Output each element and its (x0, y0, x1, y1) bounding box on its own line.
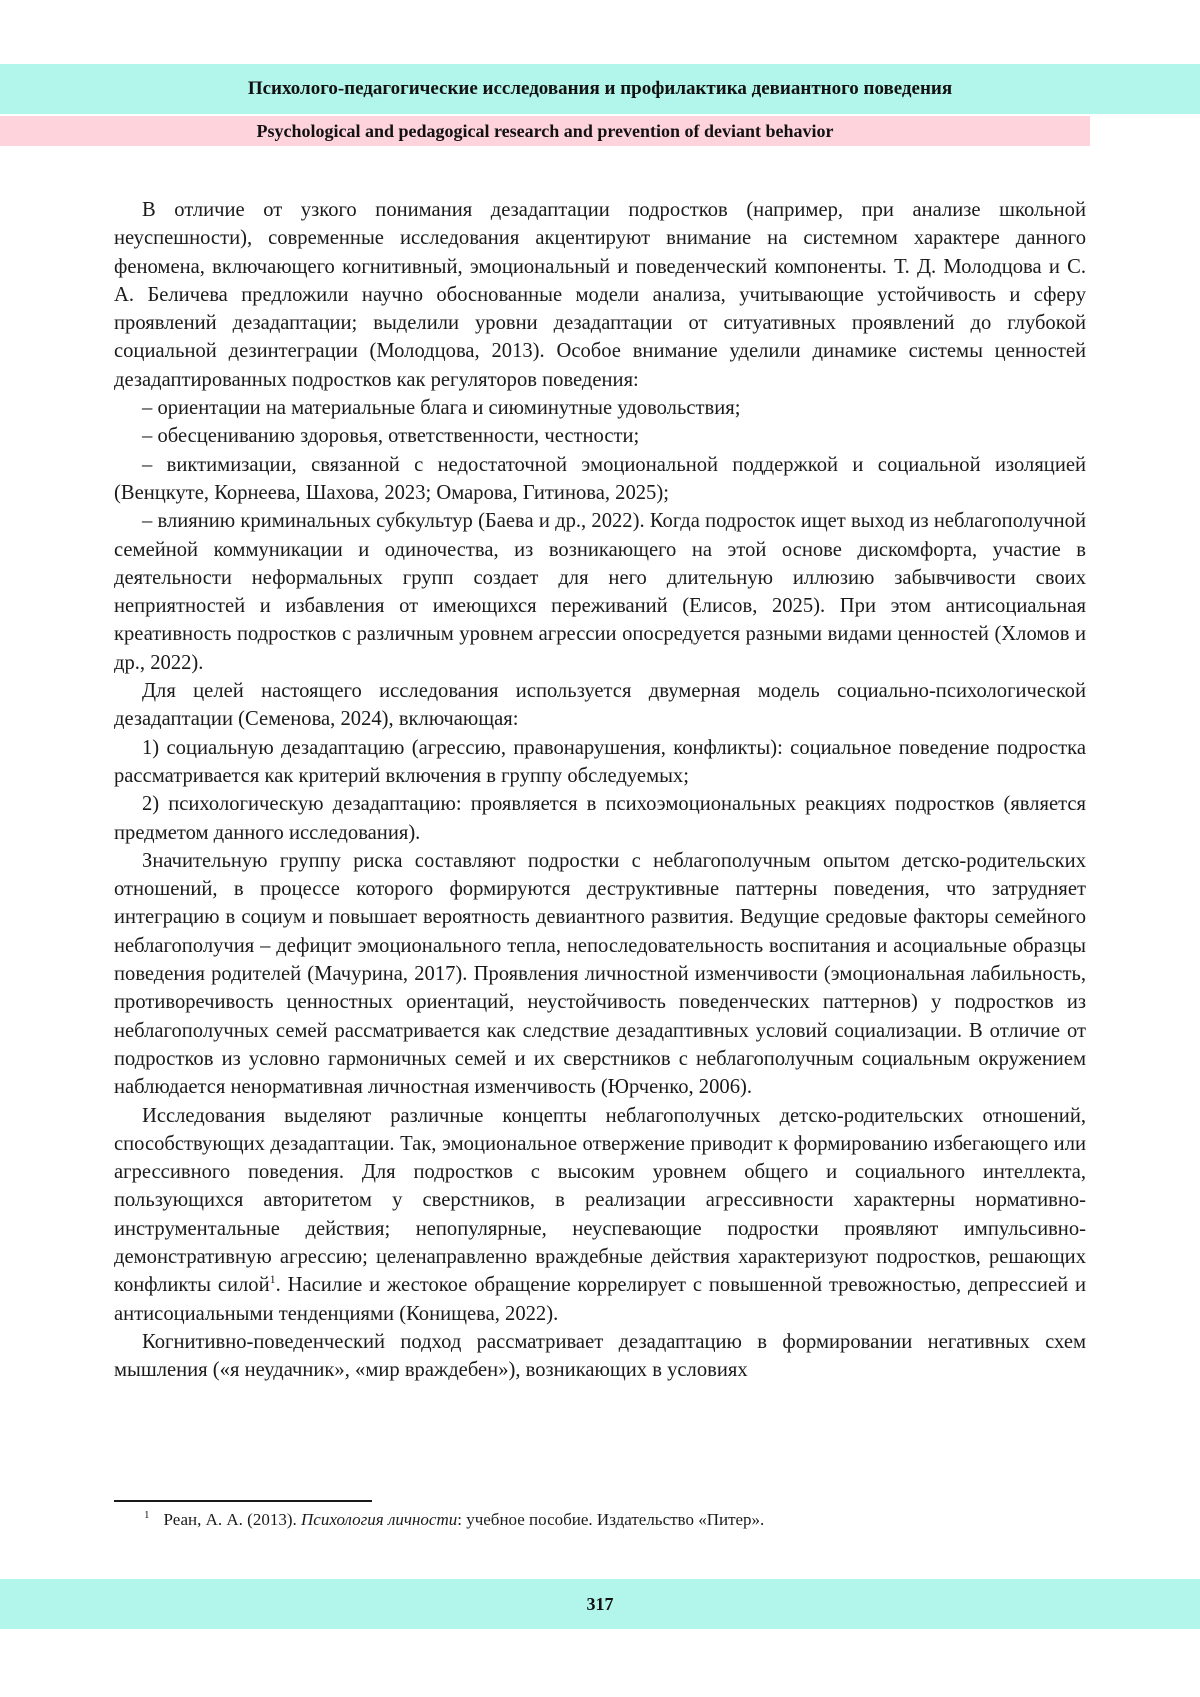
footnote-mark: 1 (144, 1509, 150, 1522)
list-item: – обесцениванию здоровья, ответственности, честности; (142, 425, 640, 448)
paragraph-text: Исследования выделяют различные концепты неблагополучных детско-родительских отношений, способствующих дезадаптации. Так, эмоциональное отвержение приводит к формированию избегающего или агрессивного поведения. Для подростков с высоким уровнем общего и социального интеллекта, пользующихся авторитетом у сверстников, в реализации агрессивности характерны нормативно-инструментальные действия; непопулярные, неуспевающие подростки проявляют импульсивно-демонстративную агрессию; целенаправленно враждебные действия характеризуют подростков, решающих конфликты силой (114, 1104, 1086, 1297)
footnote-divider (114, 1500, 372, 1502)
article-body (114, 196, 1086, 1384)
footnote-publisher: : учебное пособие. Издательство «Питер». (457, 1510, 765, 1529)
footnote-author: Реан, А. А. (2013). (163, 1510, 302, 1529)
footnote (144, 1508, 1084, 1532)
journal-title-ru: Психолого-педагогические исследования и профилактика девиантного поведения (247, 78, 953, 99)
page-number: 317 (586, 1593, 614, 1614)
paragraph: Для целей настоящего исследования используется двумерная модель социально-психологической дезадаптации (Семенова, 2024), включающая: (114, 680, 1086, 731)
footnote-reference[interactable]: 1 (269, 1272, 276, 1287)
journal-header-ru (0, 64, 1200, 114)
list-item: – виктимизации, связанной с недостаточной эмоциональной поддержкой и социальной изоляцией (Венцкуте, Корнеева, Шахова, 2023; Омарова, Гитинова, 2025); (114, 453, 1086, 504)
paragraph-text: . Насилие и жестокое обращение коррелирует с повышенной тревожностью, депрессией и антисоциальными тенденциями (Конищева, 2022). (114, 1274, 1086, 1325)
journal-title-en: Psychological and pedagogical research and prevention of deviant behavior (256, 120, 834, 141)
paragraph: Значительную группу риска составляют подростки с неблагополучным опытом детско-родительских отношений, в процессе которого формируются деструктивные паттерны поведения, что затрудняет интеграцию в социум и повышает вероятность девиантного развития. Ведущие средовые факторы семейного неблагополучия – дефицит эмоционального тепла, непоследовательность воспитания и асоциальные образцы поведения родителей (Мачурина, 2017). Проявления личностной изменчивости (эмоциональная лабильность, противоречивость ценностных ориентаций, неустойчивость поведенческих паттернов) у подростков из неблагополучных семей рассматривается как следствие дезадаптивных условий социализации. В отличие от подростков из условно гармоничных семей и их сверстников с неблагополучным социальным окружением наблюдается ненормативная личностная изменчивость (Юрченко, 2006). (114, 849, 1086, 1099)
page-footer (0, 1579, 1200, 1629)
journal-header-en (0, 116, 1090, 146)
paragraph: Когнитивно-поведенческий подход рассматривает дезадаптацию в формировании негативных схем мышления («я неудачник», «мир враждебен»), возникающих в условиях (114, 1330, 1086, 1382)
footnote-book-title: Психология личности (301, 1510, 458, 1529)
list-item: – влиянию криминальных субкультур (Баева и др., 2022). Когда подросток ищет выход из неблагополучной семейной коммуникации и одиночества, из возникающего на этой основе дискомфорта, участие в деятельности неформальных групп создает для него длительную иллюзию забывчивости своих неприятностей и избавления от имеющихся переживаний (Елисов, 2025). При этом антисоциальная креативность подростков с различным уровнем агрессии опосредуется разными видами ценностей (Хломов и др., 2022). (114, 510, 1086, 674)
list-item: – ориентации на материальные блага и сиюминутные удовольствия; (142, 397, 741, 420)
paragraph-with-footnote (114, 1102, 1086, 1328)
numbered-item: 2) психологическую дезадаптацию: проявляется в психоэмоциональных реакциях подростков (является предметом данного исследования). (114, 793, 1086, 844)
paragraph: В отличие от узкого понимания дезадаптации подростков (например, при анализе школьной неуспешности), современные исследования акцентируют внимание на системном характере данного феномена, включающего когнитивный, эмоциональный и поведенческий компоненты. Т. Д. Молодцова и С. А. Беличева предложили научно обоснованные модели анализа, учитывающие устойчивость и сферу проявлений дезадаптации; выделили уровни дезадаптации от ситуативных проявлений до глубокой социальной дезинтеграции (Молодцова, 2013). Особое внимание уделили динамике системы ценностей дезадаптированных подростков как регуляторов поведения: (114, 199, 1086, 391)
numbered-item: 1) социальную дезадаптацию (агрессию, правонарушения, конфликты): социальное поведение подростка рассматривается как критерий включения в группу обследуемых; (114, 736, 1086, 787)
